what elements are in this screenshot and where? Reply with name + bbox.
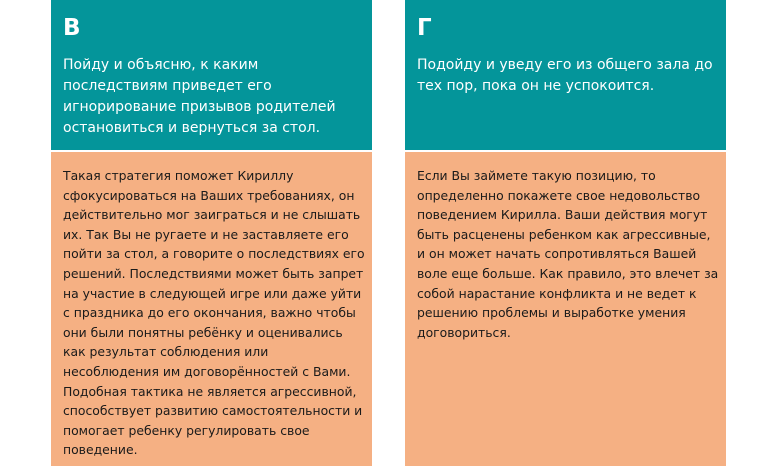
answer-card-g[interactable]	[405, 0, 726, 466]
card-header	[405, 0, 726, 150]
option-letter: Г	[417, 15, 432, 41]
card-feedback	[405, 152, 726, 466]
option-letter: В	[63, 15, 81, 41]
feedback-text: Такая стратегия поможет Кириллу сфокусироваться на Ваших требованиях, он действительно мог заиграться и не слышать их. Так Вы не ругаете и не заставляете его пойти за стол, а говорите о последствиях его решений. Последствиями может быть запрет на участие в следующей игре или даже уйти с праздника до его окончания, важно чтобы они были понятны ребёнку и оценивались как результат соблюдения или несоблюдения им договорённостей с Вами. Подобная тактика не является агрессивной, способствует развитию самостоятельности и помогает ребенку регулировать свое поведение.	[63, 168, 365, 458]
card-header	[51, 0, 372, 150]
feedback-text: Если Вы займете такую позицию, то определенно покажете свое недовольство поведением Кирилла. Ваши действия могут быть расценены ребенком как агрессивные, и он может начать сопротивляться Вашей воле еще больше. Как правило, это влечет за собой нарастание конфликта и не ведет к решению проблемы и выработке умения договориться.	[417, 168, 719, 340]
card-feedback	[51, 152, 372, 466]
option-text: Подойду и уведу его из общего зала до тех пор, пока он не успокоится.	[417, 57, 713, 94]
answer-card-v[interactable]	[51, 0, 372, 466]
option-text: Пойду и объясню, к каким последствиям приведет его игнорирование призывов родителей остановиться и вернуться за стол.	[63, 57, 336, 136]
